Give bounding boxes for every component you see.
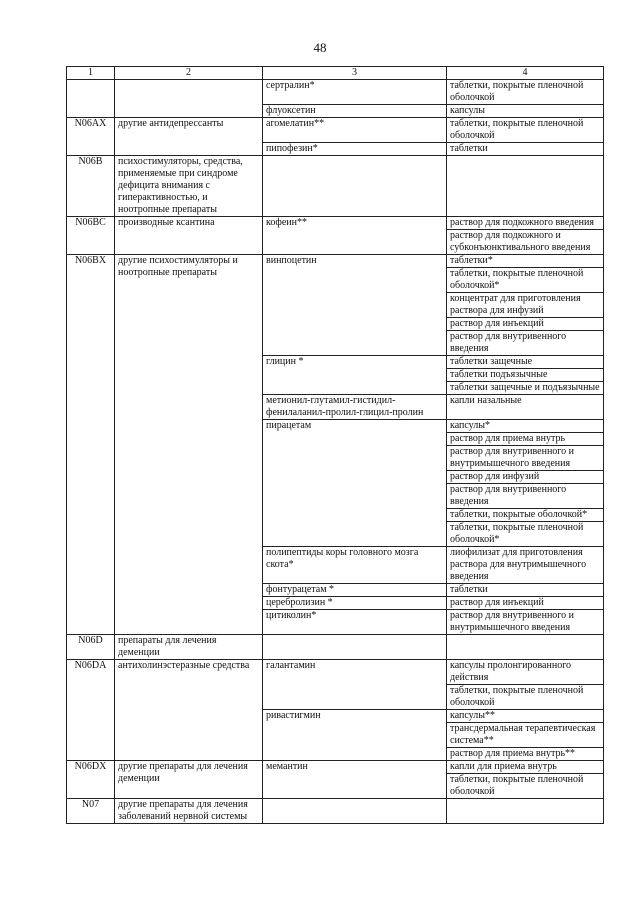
group-name: другие психостимуляторы и ноотропные препараты	[115, 255, 263, 635]
dosage-form: таблетки, покрытые пленочной оболочкой	[447, 684, 603, 709]
page-number: 48	[313, 40, 327, 55]
drug-name: пирацетам	[263, 420, 447, 547]
dosage-form: раствор для внутривенного и внутримышечного введения	[450, 610, 575, 633]
atc-code: N07	[67, 799, 115, 824]
dosage-forms	[447, 584, 604, 597]
dosage-forms	[447, 105, 604, 118]
table-row	[67, 80, 604, 105]
dosage-form: раствор для инъекций	[447, 317, 603, 330]
dosage-forms	[447, 217, 604, 255]
dosage-form: таблетки, покрытые пленочной оболочкой	[450, 118, 584, 141]
table-row	[67, 255, 604, 356]
dosage-forms	[447, 395, 604, 420]
atc-code: N06BX	[67, 255, 115, 635]
dosage-form: капсулы пролонгированного действия	[450, 660, 572, 683]
group-name: антихолинэстеразные средства	[115, 660, 263, 761]
dosage-form: раствор для инъекций	[450, 597, 544, 608]
table-row	[67, 118, 604, 143]
drug-name: агомелатин**	[263, 118, 447, 143]
table-row	[67, 635, 604, 660]
dosage-forms	[447, 420, 604, 547]
dosage-form: раствор для внутривенного введения	[447, 483, 603, 508]
empty-cell	[263, 635, 447, 660]
dosage-form: таблетки*	[450, 255, 493, 266]
dosage-form: раствор для подкожного и субконъюнктивального введения	[447, 229, 603, 254]
dosage-forms	[447, 255, 604, 356]
col-header-2: 2	[115, 67, 263, 80]
empty-cell	[263, 799, 447, 824]
header-row	[67, 67, 604, 80]
atc-code: N06D	[67, 635, 115, 660]
dosage-form: таблетки подъязычные	[447, 368, 603, 381]
drug-name: полипептиды коры головного мозга скота*	[263, 547, 447, 584]
dosage-form: таблетки, покрытые оболочкой*	[447, 508, 603, 521]
group-name: другие препараты для лечения деменции	[115, 761, 263, 799]
drug-name: глицин *	[263, 356, 447, 395]
atc-code: N06B	[67, 156, 115, 217]
col-header-4: 4	[447, 67, 604, 80]
dosage-form: раствор для приема внутрь**	[447, 747, 603, 760]
group-name	[115, 80, 263, 118]
dosage-forms	[447, 610, 604, 635]
atc-code	[67, 80, 115, 118]
col-header-3: 3	[263, 67, 447, 80]
drug-name: цитиколин*	[263, 610, 447, 635]
dosage-form: таблетки, покрытые пленочной оболочкой*	[447, 521, 603, 546]
empty-cell	[447, 156, 604, 217]
table-row	[67, 761, 604, 799]
group-name: другие антидепрессанты	[115, 118, 263, 156]
drug-name: пипофезин*	[263, 143, 447, 156]
dosage-forms	[447, 143, 604, 156]
dosage-form: таблетки	[450, 143, 488, 154]
dosage-forms	[447, 118, 604, 143]
dosage-form: капли для приема внутрь	[450, 761, 557, 772]
dosage-form: капсулы*	[450, 420, 490, 431]
table-row	[67, 217, 604, 255]
drug-name: фонтурацетам *	[263, 584, 447, 597]
dosage-form: трансдермальная терапевтическая система**	[447, 722, 603, 747]
dosage-forms	[447, 710, 604, 761]
dosage-form: раствор для инфузий	[447, 470, 603, 483]
dosage-form: капсулы	[450, 105, 485, 116]
dosage-form: таблетки, покрытые пленочной оболочкой	[450, 80, 584, 103]
drug-table	[66, 66, 604, 824]
dosage-form: раствор для внутривенного введения	[447, 330, 603, 355]
dosage-form: капли назальные	[450, 395, 522, 406]
dosage-form: раствор для приема внутрь	[447, 432, 603, 445]
dosage-form: капсулы**	[450, 710, 495, 721]
drug-name: кофеин**	[263, 217, 447, 255]
atc-code: N06DX	[67, 761, 115, 799]
atc-code: N06BC	[67, 217, 115, 255]
drug-name: церебролизин *	[263, 597, 447, 610]
group-name: производные ксантина	[115, 217, 263, 255]
drug-name: метионил-глутамил-гистидил-фенилаланил-пролил-глицил-пролин	[263, 395, 447, 420]
dosage-form: таблетки, покрытые пленочной оболочкой	[447, 773, 603, 798]
drug-name: флуоксетин	[263, 105, 447, 118]
table-row	[67, 156, 604, 217]
dosage-form: концентрат для приготовления раствора для инфузий	[447, 292, 603, 317]
drug-name: винпоцетин	[263, 255, 447, 356]
table-row	[67, 799, 604, 824]
empty-cell	[447, 799, 604, 824]
dosage-form: раствор для внутривенного и внутримышечного введения	[447, 445, 603, 470]
dosage-forms	[447, 80, 604, 105]
drug-name: ривастигмин	[263, 710, 447, 761]
dosage-form: таблетки защечные	[450, 356, 533, 367]
dosage-forms	[447, 597, 604, 610]
group-name: препараты для лечения деменции	[115, 635, 263, 660]
atc-code: N06DA	[67, 660, 115, 761]
empty-cell	[263, 156, 447, 217]
dosage-forms	[447, 761, 604, 799]
group-name: психостимуляторы, средства, применяемые при синдроме дефицита внимания с гиперактивностью, и ноотропные препараты	[115, 156, 263, 217]
dosage-form: раствор для подкожного введения	[450, 217, 594, 228]
table-row	[67, 660, 604, 710]
dosage-forms	[447, 547, 604, 584]
dosage-forms	[447, 356, 604, 395]
atc-code: N06AX	[67, 118, 115, 156]
dosage-form: таблетки защечные и подъязычные	[447, 381, 603, 394]
dosage-form: таблетки, покрытые пленочной оболочкой*	[447, 267, 603, 292]
dosage-form: таблетки	[450, 584, 488, 595]
drug-name: мемантин	[263, 761, 447, 799]
empty-cell	[447, 635, 604, 660]
col-header-1: 1	[67, 67, 115, 80]
drug-name: сертралин*	[263, 80, 447, 105]
group-name: другие препараты для лечения заболеваний нервной системы	[115, 799, 263, 824]
drug-name: галантамин	[263, 660, 447, 710]
dosage-forms	[447, 660, 604, 710]
dosage-form: лиофилизат для приготовления раствора для внутримышечного введения	[450, 547, 587, 582]
